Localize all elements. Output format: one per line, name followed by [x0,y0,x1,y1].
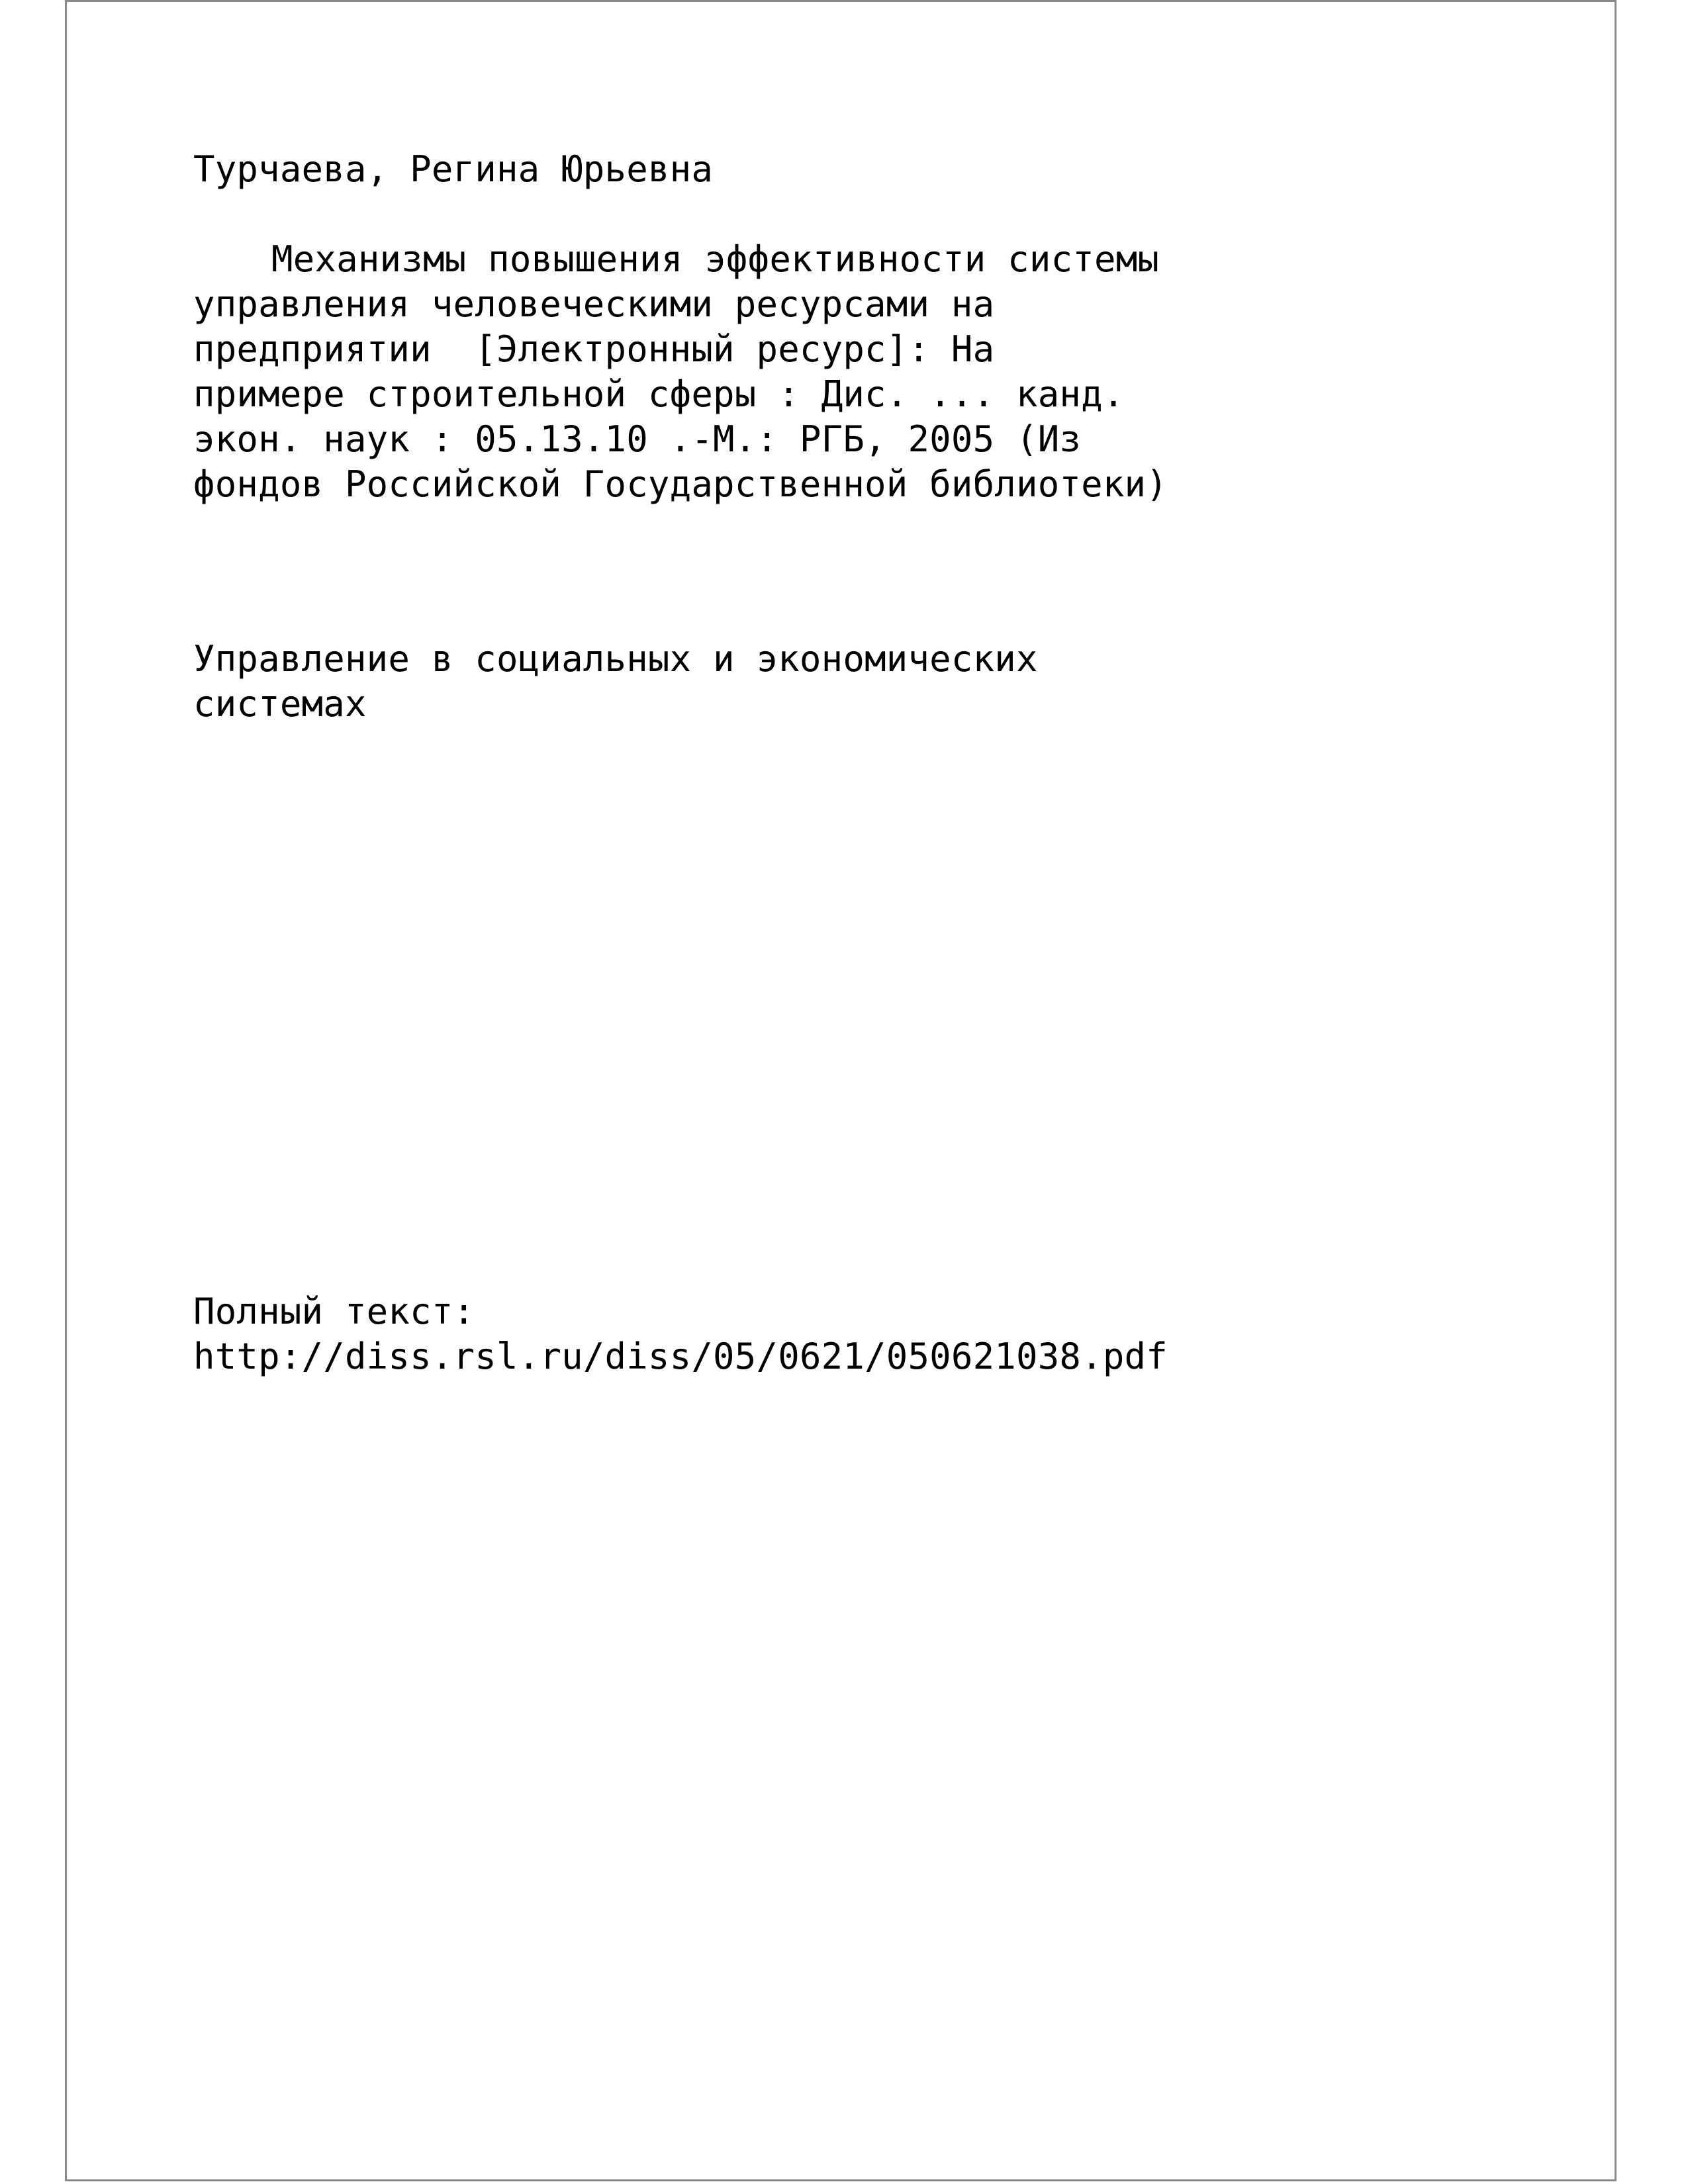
subject-line-1: Управление в социальных и экономических [193,638,1038,680]
title-line-6: фондов Российской Государственной библиотеки) [193,463,1168,505]
fulltext-label: Полный текст: [193,1291,475,1332]
subject-line-2: системах [193,683,367,725]
author-name: Турчаева, Регина Юрьевна [193,148,714,190]
title-line-3: предприятии [Электронный ресурс]: На [193,328,995,370]
title-line-1: Механизмы повышения эффективности системы [271,238,1160,280]
title-line-5: экон. наук : 05.13.10 .-М.: РГБ, 2005 (Из [193,418,1082,460]
fulltext-url[interactable]: http://diss.rsl.ru/diss/05/0621/050621038.pdf [193,1336,1168,1377]
title-line-4: примере строительной сферы : Дис. ... канд. [193,373,1125,415]
title-line-2: управления человеческими ресурсами на [193,283,995,325]
